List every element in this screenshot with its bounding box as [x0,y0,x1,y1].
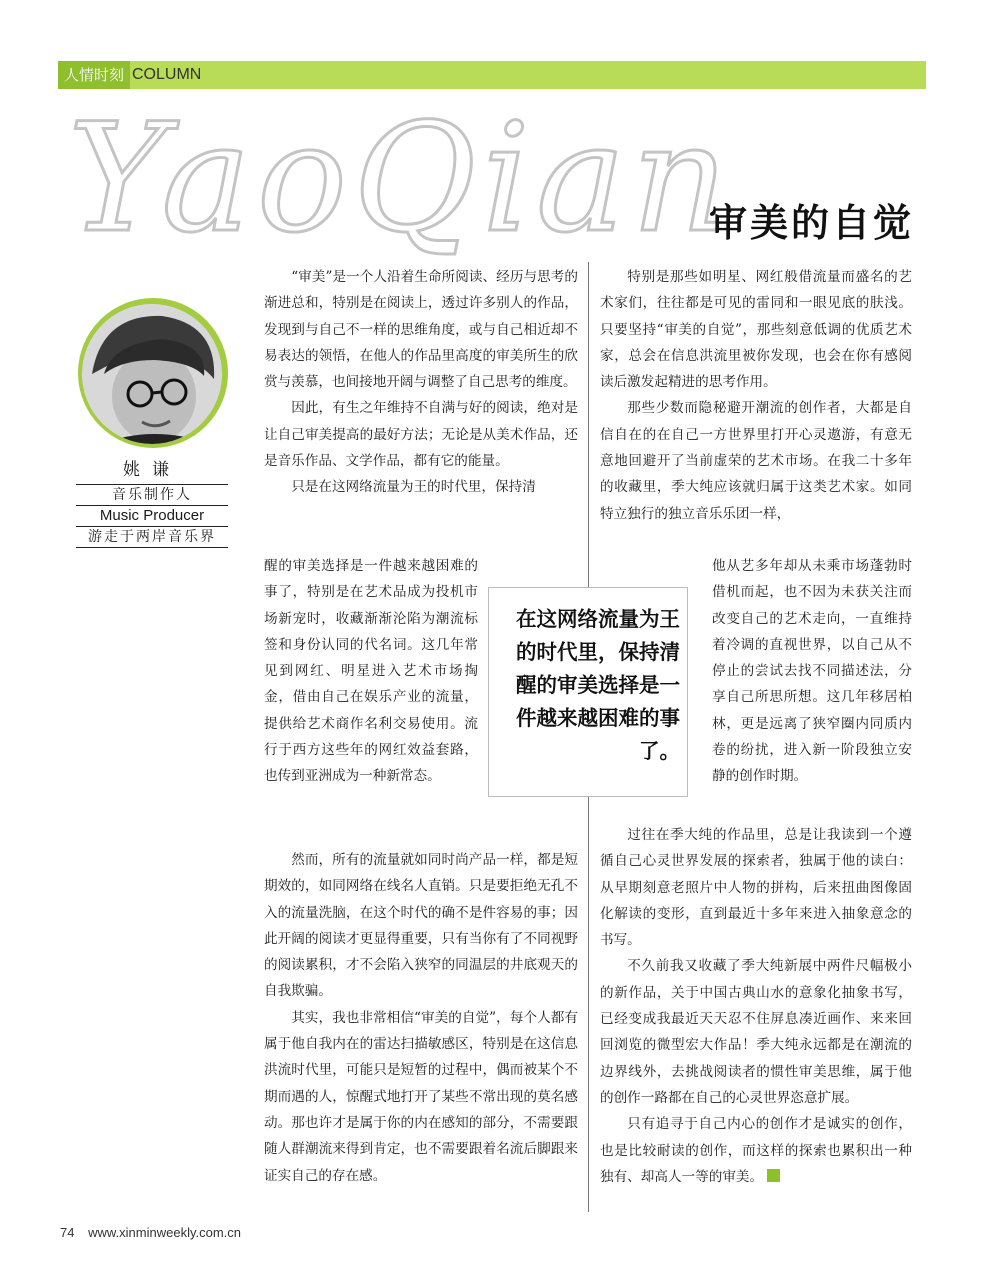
pull-quote: 在这网络流量为王的时代里，保持清醒的审美选择是一件越来越困难的事了。 [516,607,680,763]
right-column-top [600,264,912,527]
decorative-script-name [58,60,758,260]
decorative-script-text: YaoQian [68,92,735,260]
page-footer [60,1225,241,1240]
author-tagline: 游走于两岸音乐界 [76,526,228,548]
author-name: 姚谦 [123,460,181,480]
end-mark-icon [767,1169,780,1182]
author-info [76,455,228,548]
paragraph-7: 那些少数而隐秘避开潮流的创作者，大都是自信自在的在自己一方世界里打开心灵遨游，有意无意地回避开了当前虚荣的艺术市场。在我二十多年的收藏里，季大纯应该就归属于这类艺术家。如同特立独行的独立音乐乐团一样， [600,400,912,522]
page-number: 74 [60,1225,75,1240]
left-column-top [264,264,578,501]
section-tag: 人情时刻 [58,61,130,89]
right-column-narrow [712,553,912,790]
author-role: 音乐制作人 [76,484,228,505]
paragraph-4: 然而，所有的流量就如同时尚产品一样，都是短期效的，如同网络在线名人直销。只是要拒绝无孔不入的流量洗脑，在这个时代的确不是件容易的事；因此开阔的阅读才更显得重要，只有当你有了不同视野的阅读累积，才不会陷入狭窄的同温层的井底观天的自我欺骗。 [264,852,578,1000]
paragraph-6: 特别是那些如明星、网红般借流量而盛名的艺术家们，往往都是可见的雷同和一眼见底的肤浅。只要坚持“审美的自觉”，那些刻意低调的优质艺术家，总会在信息洪流里被你发现，也会在你有感阅读后激发起精进的思考作用。 [600,269,912,391]
paragraph-10 [600,1111,912,1190]
left-column-bottom [264,847,578,1189]
paragraph-5: 其实，我也非常相信“审美的自觉”，每个人都有属于他自我内在的雷达扫描敏感区，特别是在这信息洪流时代里，可能只是短暂的过程中，偶而被某个不期而遇的人，惊醒式地打开了某些不常出现的莫名感动。那也许才是属于你的内在感知的部分，不需要跟随人群潮流来得到肯定，也不需要跟着名流后脚跟来证实自己的存在感。 [264,1009,578,1184]
paragraph-7-continued: 他从艺多年却从未乘市场蓬勃时借机而起，也不因为未获关注而改变自己的艺术走向，一直维持着冷调的直视世界，以自己从不停止的尝试去找不同描述法，分享自己所思所想。这几年移居柏林，更是远离了狭窄圈内同质内卷的纷扰，进入新一阶段独立安静的创作时期。 [712,558,912,785]
author-photo [82,304,222,444]
paragraph-8: 过往在季大纯的作品里，总是让我读到一个遵循自己心灵世界发展的探索者，独属于他的读白：从早期刻意老照片中人物的拼构，后来扭曲图像固化解读的变形，直到最近十多年来进入抽象意念的书写。 [600,827,912,949]
paragraph-2: 因此，有生之年维持不自满与好的阅读，绝对是让自己审美提高的最好方法；无论是从美术作品，还是音乐作品、文学作品，都有它的能量。 [264,400,578,470]
column-label: COLUMN [132,66,202,83]
portrait-illustration [82,304,222,444]
paragraph-10-text: 只有追寻于自己内心的创作才是诚实的创作，也是比较耐读的创作，而这样的探索也累积出一种独有、却高人一等的审美。 [600,1116,912,1185]
paragraph-1: “审美”是一个人沿着生命所阅读、经历与思考的渐进总和，特别是在阅读上，透过许多别人的作品，发现到与自己不一样的思维角度，或与自己相近却不易表达的领悟，在他人的作品里高度的审美所生的欣赏与羡慕，也间接地开阔与调整了自己思考的维度。 [264,269,578,391]
website-url: www.xinminweekly.com.cn [88,1225,242,1240]
author-role-en: Music Producer [76,505,228,526]
paragraph-9: 不久前我又收藏了季大纯新展中两件尺幅极小的新作品，关于中国古典山水的意象化抽象书写，已经变成我最近天天忍不住屏息凑近画作、来来回回浏览的微型宏大作品！季大纯永远都是在潮流的边界线外，去挑战阅读者的惯性审美思维，属于他的创作一路都在自己的心灵世界恣意扩展。 [600,958,912,1106]
left-column-narrow [264,553,478,790]
paragraph-3-continued: 醒的审美选择是一件越来越困难的事了，特别是在艺术品成为投机市场新宠时，收藏渐渐沦陷为潮流标签和身份认同的代名词。这几年常见到网红、明星进入艺术市场掏金，借由自己在娱乐产业的流量，提供给艺术商作名利交易使用。流行于西方这些年的网红效益套路，也传到亚洲成为一种新常态。 [264,558,478,785]
paragraph-3: 只是在这网络流量为王的时代里，保持清 [291,479,536,496]
right-column-bottom [600,822,912,1190]
article-title: 审美的自觉 [708,200,914,245]
author-avatar [78,298,228,448]
